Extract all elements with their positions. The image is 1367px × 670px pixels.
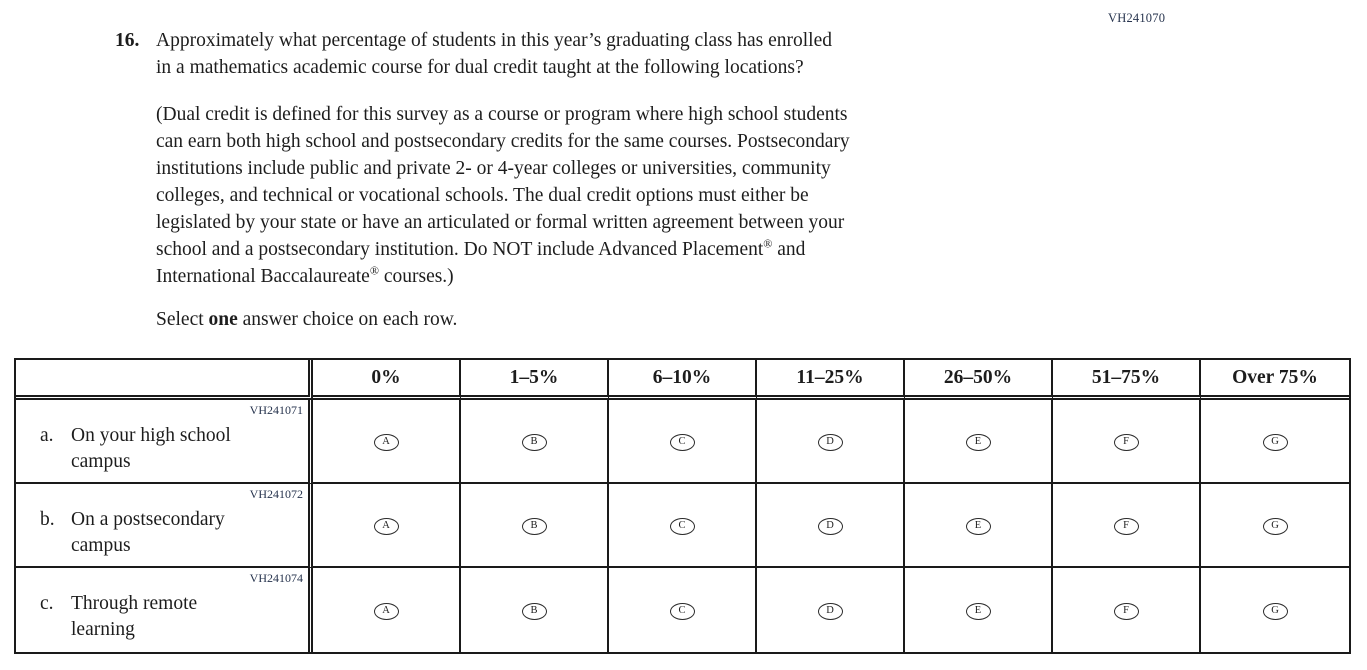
question-text-line-1: Approximately what percentage of students in this year’s graduating class has enrolled (156, 30, 832, 51)
row-c-letter: c. (40, 593, 54, 614)
option-bubble-b[interactable]: B (522, 434, 547, 451)
row-a-label-text: On your high school campus (71, 425, 231, 472)
column-header-26-50pct: 26–50% (905, 360, 1053, 400)
question-number: 16. (115, 30, 140, 51)
option-bubble-b[interactable]: B (522, 518, 547, 535)
definition-line-3: institutions include public and private 2- or 4-year colleges or universities, community (156, 158, 831, 179)
question-text (156, 27, 832, 81)
option-bubble-d[interactable]: D (818, 518, 843, 535)
registered-mark: ® (369, 263, 379, 278)
option-bubble-c[interactable]: C (670, 518, 695, 535)
definition-line-4: colleges, and technical or vocational schools. The dual credit options must either be (156, 185, 809, 206)
table-row-a (16, 400, 1349, 484)
dual-credit-definition (156, 101, 1116, 290)
question-text-line-2: in a mathematics academic course for dual credit taught at the following locations? (156, 57, 804, 78)
header-row (16, 360, 1349, 400)
option-bubble-a[interactable]: A (374, 603, 399, 620)
row-b-stub (16, 484, 313, 568)
row-a-accession-code: VH241071 (249, 403, 303, 417)
row-a-label (40, 423, 308, 475)
option-bubble-e[interactable]: E (966, 518, 991, 535)
column-header-11-25pct: 11–25% (757, 360, 905, 400)
option-bubble-a[interactable]: A (374, 434, 399, 451)
column-header-over-75pct: Over 75% (1201, 360, 1349, 400)
row-b-letter: b. (40, 509, 55, 530)
option-bubble-c[interactable]: C (670, 434, 695, 451)
option-bubble-e[interactable]: E (966, 434, 991, 451)
row-c-stub (16, 568, 313, 652)
option-bubble-d[interactable]: D (818, 434, 843, 451)
option-bubble-f[interactable]: F (1114, 434, 1139, 451)
definition-line-6: school and a postsecondary institution. Do NOT include Advanced Placement® and (156, 236, 806, 260)
option-bubble-f[interactable]: F (1114, 603, 1139, 620)
row-c-label (40, 591, 308, 643)
answer-grid-table (14, 358, 1351, 654)
select-instruction-bold: one (208, 309, 238, 330)
definition-line-7: International Baccalaureate® courses.) (156, 263, 454, 287)
page-accession-code: VH241070 (1108, 11, 1166, 25)
row-b-label (40, 507, 308, 559)
definition-line-5: legislated by your state or have an articulated or formal written agreement between your (156, 212, 845, 233)
option-bubble-e[interactable]: E (966, 603, 991, 620)
column-header-51-75pct: 51–75% (1053, 360, 1201, 400)
option-bubble-c[interactable]: C (670, 603, 695, 620)
definition-line-2: can earn both high school and postsecondary credits for the same courses. Postsecondary (156, 131, 850, 152)
row-a-letter: a. (40, 425, 54, 446)
column-header-1-5pct: 1–5% (461, 360, 609, 400)
option-bubble-d[interactable]: D (818, 603, 843, 620)
select-instruction: Select one answer choice on each row. (156, 309, 458, 330)
option-bubble-g[interactable]: G (1263, 518, 1288, 535)
question-16 (115, 27, 832, 81)
option-bubble-a[interactable]: A (374, 518, 399, 535)
table-row-c (16, 568, 1349, 652)
row-a-stub (16, 400, 313, 484)
table-row-b (16, 484, 1349, 568)
column-header-0pct: 0% (313, 360, 461, 400)
column-header-6-10pct: 6–10% (609, 360, 757, 400)
row-c-accession-code: VH241074 (249, 571, 303, 585)
definition-line-1: (Dual credit is defined for this survey as a course or program where high school students (156, 104, 848, 125)
option-bubble-g[interactable]: G (1263, 434, 1288, 451)
option-bubble-f[interactable]: F (1114, 518, 1139, 535)
row-c-label-text: Through remote learning (71, 593, 198, 640)
option-bubble-b[interactable]: B (522, 603, 547, 620)
option-bubble-g[interactable]: G (1263, 603, 1288, 620)
header-stub-cell (16, 360, 313, 400)
row-b-accession-code: VH241072 (249, 487, 303, 501)
row-b-label-text: On a postsecondary campus (71, 509, 225, 556)
registered-mark: ® (763, 236, 773, 251)
